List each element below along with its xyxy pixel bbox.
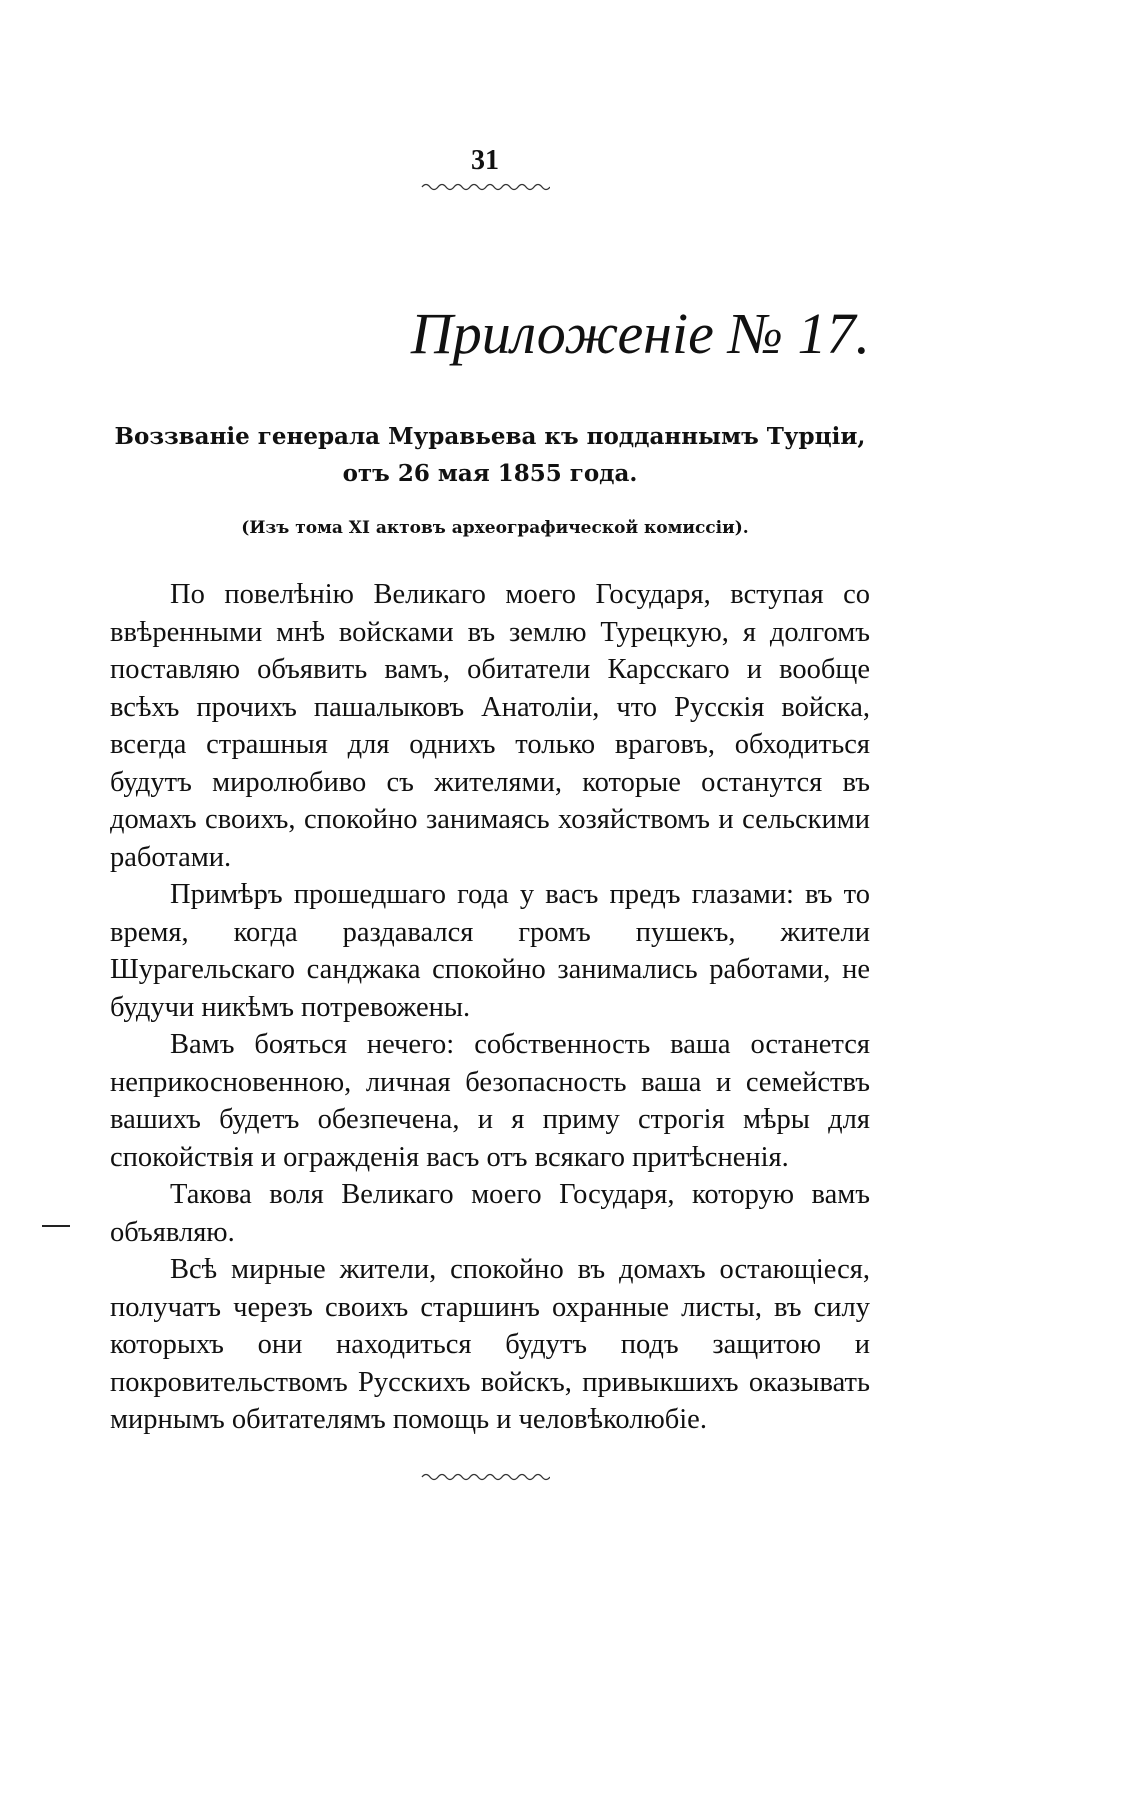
paragraph: По повелѣнію Великаго моего Государя, вступая со ввѣренными мнѣ войсками въ землю Турецкую, я долгомъ поставляю объявить вамъ, обитатели Карсскаго и вообще всѣхъ прочихъ пашалыковъ Анатоліи, что Русскія войска, всегда страшныя для однихъ только враговъ, обходиться будутъ миролюбиво съ жителями, которые останутся въ домахъ своихъ, спокойно занимаясь хозяйствомъ и сельскими работами. [110, 579, 870, 873]
wavy-rule-top [420, 180, 550, 194]
paragraph: Вамъ бояться нечего: собственность ваша останется неприкосновенною, личная безопасность ваша и семействъ вашихъ будетъ обезпечена, и я приму строгія мѣры для спокойствія и огражденія васъ отъ всякаго притѣсненія. [110, 1029, 870, 1173]
paragraph: Всѣ мирные жители, спокойно въ домахъ остающіеся, получатъ черезъ своихъ старшинъ охранные листы, въ силу которыхъ они находиться будутъ подъ защитою и покровительствомъ Русскихъ войскъ, привыкшихъ оказывать мирнымъ обитателямъ помощь и человѣколюбіе. [110, 1254, 870, 1435]
appendix-title: Приложеніе № 17. [410, 301, 870, 366]
page-number: 31 [471, 145, 499, 176]
body-text [110, 576, 870, 1439]
heading-line: отъ 26 мая 1855 года. [342, 460, 638, 487]
wavy-rule-bottom [420, 1470, 550, 1484]
paragraph: Такова воля Великаго моего Государя, которую вамъ объявляю. [110, 1179, 870, 1248]
paragraph: Примѣръ прошедшаго года у васъ предъ глазами: въ то время, когда раздавался громъ пушекъ, жители Шурагельскаго санджака спокойно занимались работами, не будучи никѣмъ потревожены. [110, 879, 870, 1023]
margin-dash [42, 1225, 70, 1227]
heading-line: Воззваніе генерала Муравьева къ подданнымъ Турціи, [114, 423, 866, 450]
document-heading [110, 418, 870, 492]
source-note: (Изъ тома XI актовъ археографической комиссіи). [241, 518, 749, 538]
